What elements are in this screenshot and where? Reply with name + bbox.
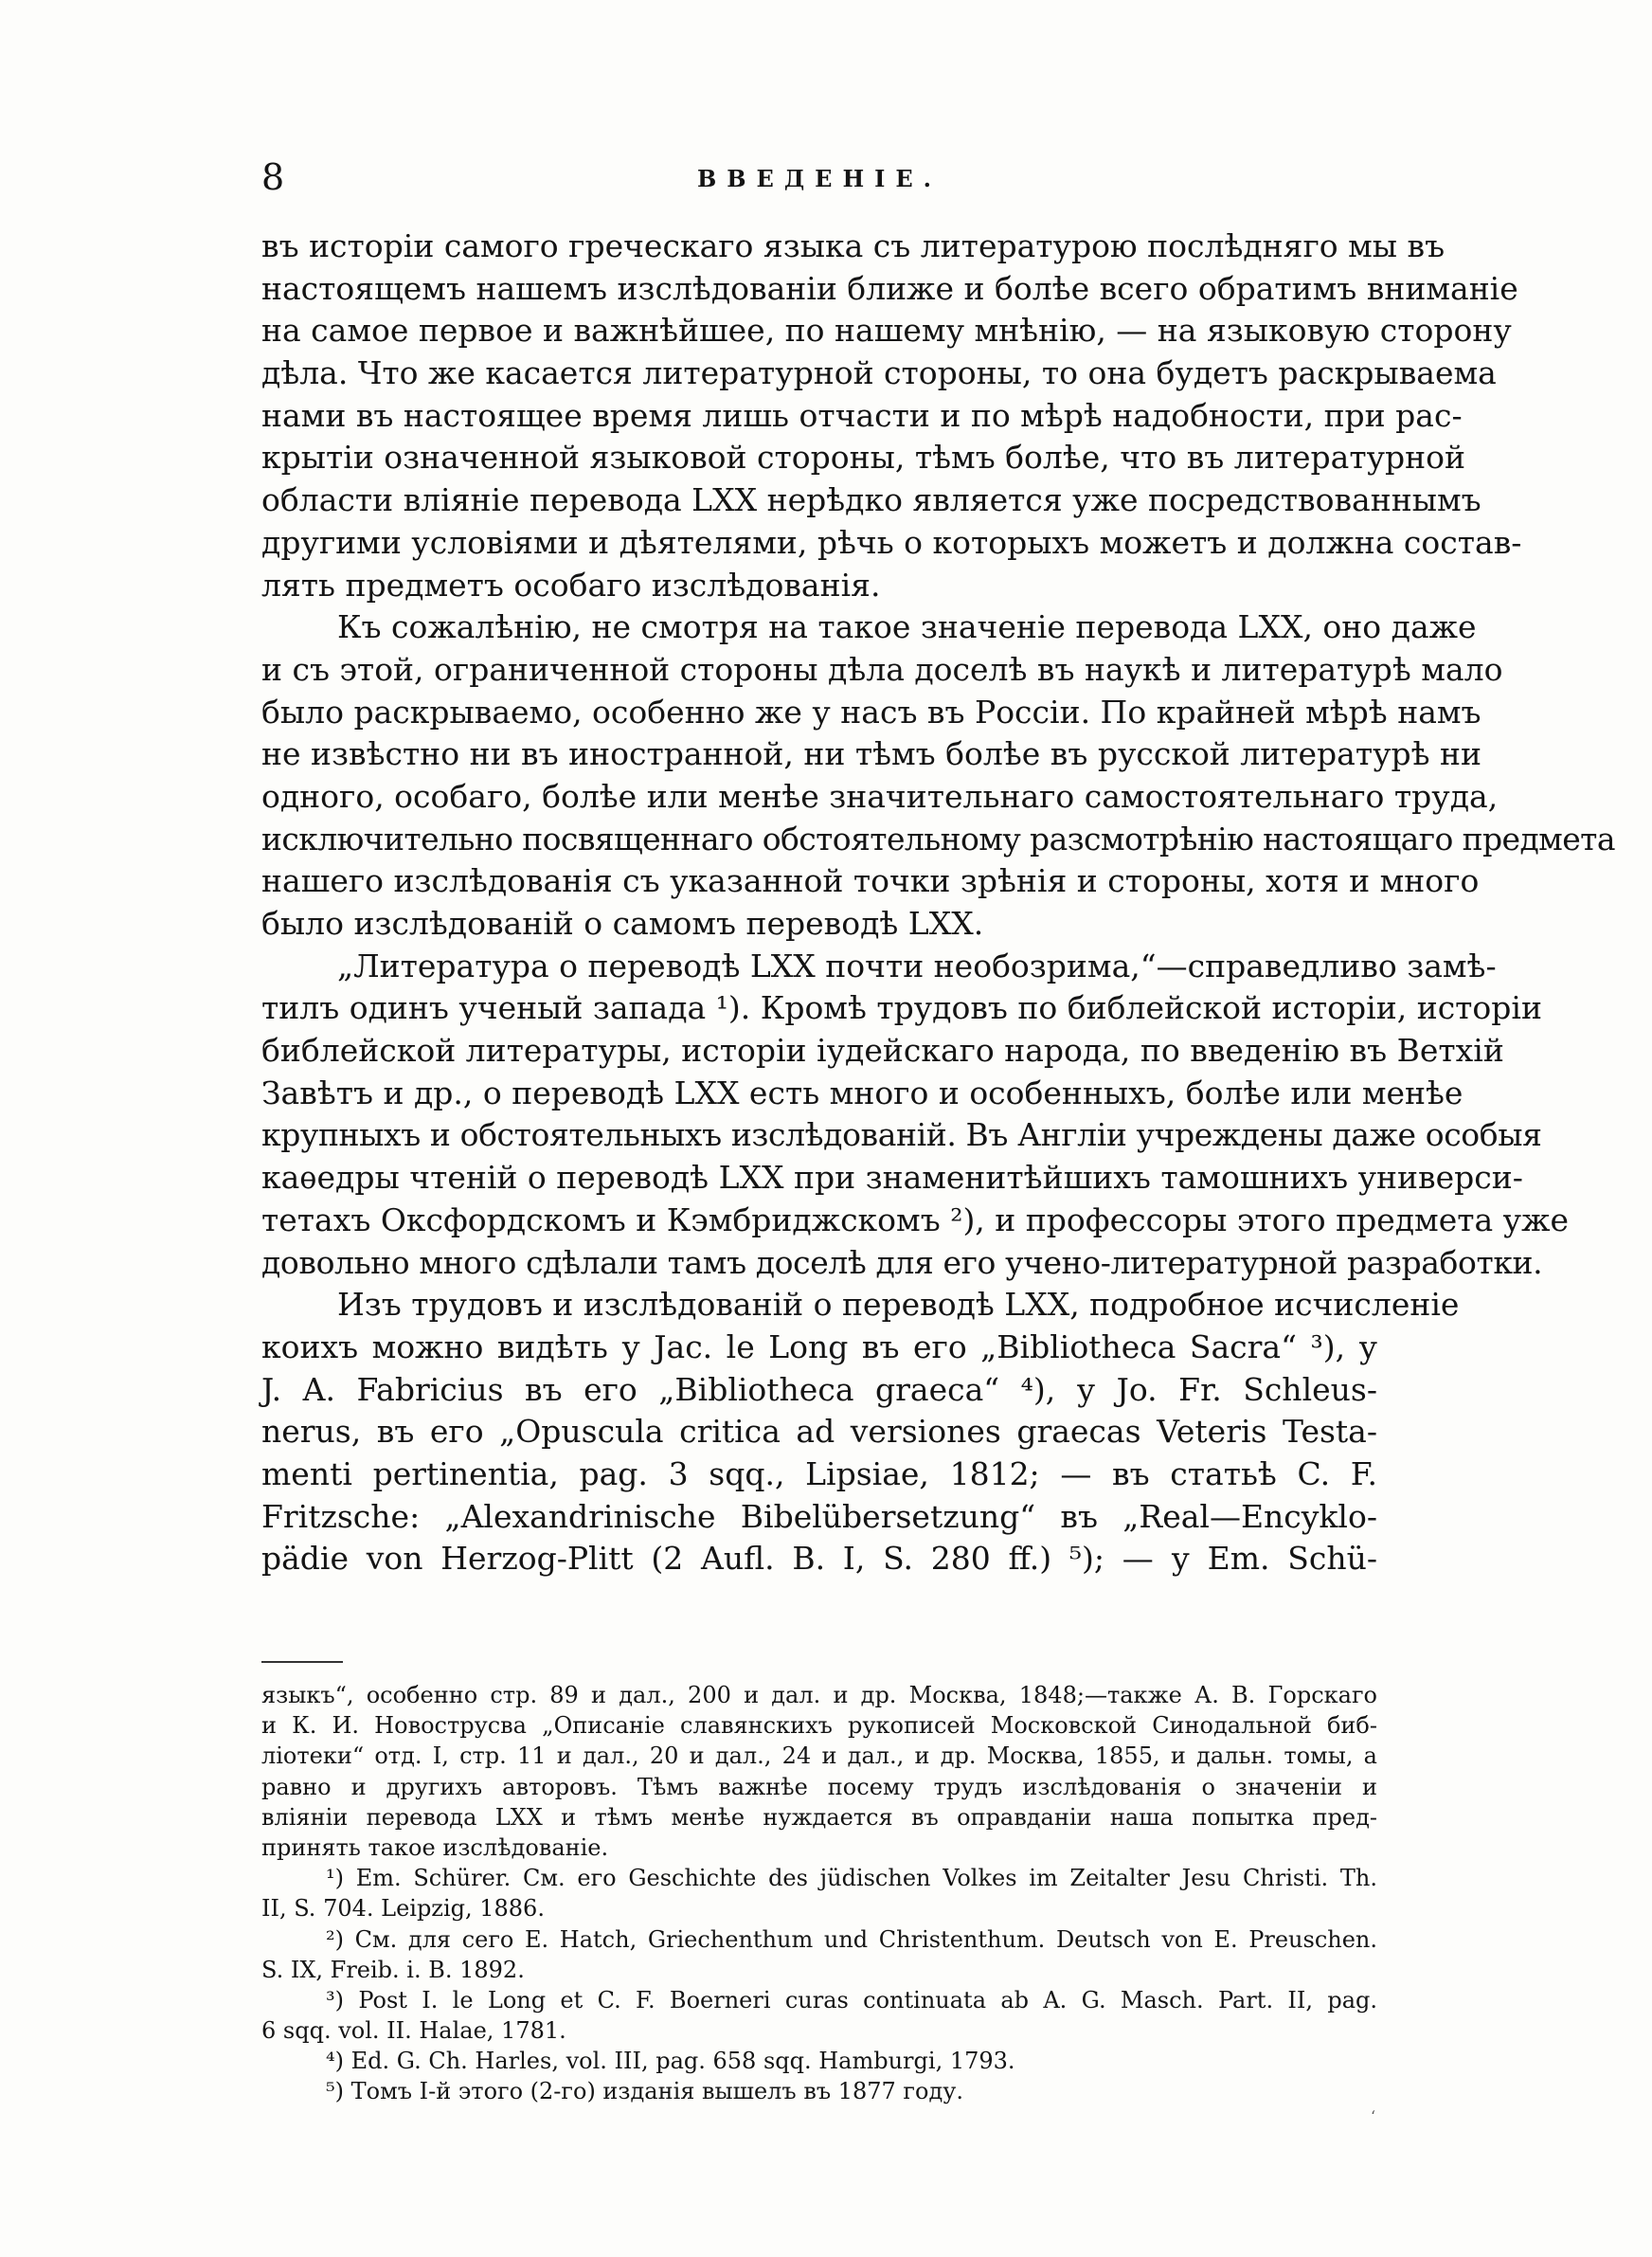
text-line: настоящемъ нашемъ изслѣдованіи ближе и болѣе всего обратимъ вниманіе [261, 269, 1518, 307]
text-line: дѣла. Что же касается литературной стороны, то она будетъ раскрываема [261, 354, 1497, 392]
text-line: крытіи означенной языковой стороны, тѣмъ болѣе, что въ литературной [261, 439, 1465, 477]
footnote-4: ⁴) Ed. G. Ch. Harles, vol. III, pag. 658 sqq. Hamburgi, 1793. [326, 2048, 1015, 2075]
text-line: въ исторіи самого греческаго языка съ литературою послѣдняго мы въ [261, 227, 1446, 264]
text-line: J. A. Fabricius въ его „Bibliotheca graeca“ ⁴), у Jo. Fr. Schleus- [261, 1370, 1377, 1408]
page-header [261, 154, 1377, 200]
footnote-line: равно и другихъ авторовъ. Тѣмъ важнѣе посему трудъ изслѣдованія о значеніи и [261, 1773, 1377, 1800]
text-line: нами въ настоящее время лишь отчасти и по мѣрѣ надобности, при рас- [261, 396, 1463, 434]
text-line: menti pertinentia, pag. 3 sqq., Lipsiae, 1812; — въ статьѣ C. F. [261, 1454, 1377, 1492]
text-line: тетахъ Оксфордскомъ и Кэмбриджскомъ ²), и профессоры этого предмета уже [261, 1201, 1569, 1238]
text-line: нашего изслѣдованія съ указанной точки зрѣнія и стороны, хотя и много [261, 862, 1480, 900]
text-line: коихъ можно видѣть у Jac. le Long въ его „Bibliotheca Sacra“ ³), у [261, 1327, 1377, 1365]
text-line: Изъ трудовъ и изслѣдованій о переводѣ LXX, подробное исчисленіе [337, 1286, 1460, 1324]
text-line: было раскрываемо, особенно же у насъ въ Россіи. По крайней мѣрѣ намъ [261, 693, 1481, 731]
text-line: „Литература о переводѣ LXX почти необозрима,“—справедливо замѣ- [337, 947, 1497, 984]
footnote-line: 6 sqq. vol. II. Halae, 1781. [261, 2017, 566, 2045]
text-line: Завѣтъ и др., о переводѣ LXX есть много и особенныхъ, болѣе или менѣе [261, 1074, 1463, 1111]
running-title: ВВЕДЕНІЕ. [696, 165, 943, 192]
text-line: довольно много сдѣлали тамъ доселѣ для его учено-литературной разработки. [261, 1243, 1543, 1281]
footnote-5: ⁵) Томъ I-й этого (2-го) изданія вышелъ въ 1877 году. [326, 2078, 963, 2105]
print-speck: ʻ [1371, 2107, 1376, 2125]
text-line: лять предметъ особаго изслѣдованія. [261, 566, 881, 604]
footnote-line: вліяніи перевода LXX и тѣмъ менѣе нуждается въ оправданіи наша попытка пред- [261, 1803, 1377, 1831]
text-line: не извѣстно ни въ иностранной, ни тѣмъ болѣе въ русской литературѣ ни [261, 735, 1482, 773]
text-line: крупныхъ и обстоятельныхъ изслѣдованій. Въ Англіи учреждены даже особыя [261, 1116, 1542, 1154]
footnote-2: ²) См. для сего E. Hatch, Griechenthum und Christenthum. Deutsch von E. Preuschen. [326, 1925, 1377, 1953]
body-text [261, 226, 1615, 1580]
footnote-line: II, S. 704. Leipzig, 1886. [261, 1895, 545, 1923]
text-line: pädie von Herzog-Plitt (2 Aufl. B. I, S. 280 ff.) ⁵); — у Em. Schü- [261, 1540, 1377, 1578]
page-number: 8 [261, 156, 285, 198]
footnote-line: S. IX, Freib. i. B. 1892. [261, 1956, 525, 1983]
footnotes [261, 1680, 1377, 2107]
text-line: каѳедры чтеній о переводѣ LXX при знаменитѣйшихъ тамошнихъ универси- [261, 1159, 1523, 1197]
footnote-line: принять такое изслѣдованіе. [261, 1833, 609, 1861]
footnote-separator [261, 1661, 343, 1663]
text-line: Fritzsche: „Alexandrinische Bibelübersetzung“ въ „Real—Encyklo- [261, 1497, 1377, 1535]
text-line: Къ сожалѣнію, не смотря на такое значеніе перевода LXX, оно даже [337, 608, 1477, 646]
text-line: библейской литературы, исторіи іудейскаго народа, по введенію въ Ветхій [261, 1032, 1504, 1070]
footnote-3: ³) Post I. le Long et C. F. Boerneri curas continuata ab A. G. Masch. Part. II, pag. [326, 1986, 1377, 2013]
footnote-line: и К. И. Новострусва „Описаніе славянскихъ рукописей Московской Синодальной биб- [261, 1712, 1377, 1740]
text-line: области вліяніе перевода LXX нерѣдко является уже посредствованнымъ [261, 481, 1481, 519]
text-line: на самое первое и важнѣйшее, по нашему мнѣнію, — на языковую сторону [261, 312, 1512, 350]
text-line: другими условіями и дѣятелями, рѣчь о которыхъ можетъ и должна состав- [261, 523, 1522, 561]
text-line: было изслѣдованій о самомъ переводѣ LXX. [261, 905, 984, 942]
footnote-line: ліотеки“ отд. I, стр. 11 и дал., 20 и дал., 24 и дал., и др. Москва, 1855, и дальн. томы, а [261, 1742, 1377, 1770]
text-line: тилъ одинъ ученый запада ¹). Кромѣ трудовъ по библейской исторіи, исторіи [261, 989, 1542, 1027]
footnote-1: ¹) Em. Schürer. См. его Geschichte des jüdischen Volkes im Zeitalter Jesu Christi. Th. [326, 1865, 1377, 1892]
text-line: и съ этой, ограниченной стороны дѣла доселѣ въ наукѣ и литературѣ мало [261, 650, 1503, 688]
text-line: одного, особаго, болѣе или менѣе значительнаго самостоятельнаго труда, [261, 777, 1499, 815]
text-line: nerus, въ его „Opuscula critica ad versiones graecas Veteris Testa- [261, 1413, 1377, 1451]
text-line: исключительно посвященнаго обстоятельному разсмотрѣнію настоящаго предмета [261, 820, 1615, 858]
footnote-line: языкъ“, особенно стр. 89 и дал., 200 и дал. и др. Москва, 1848;—также А. В. Горскаго [261, 1682, 1377, 1708]
